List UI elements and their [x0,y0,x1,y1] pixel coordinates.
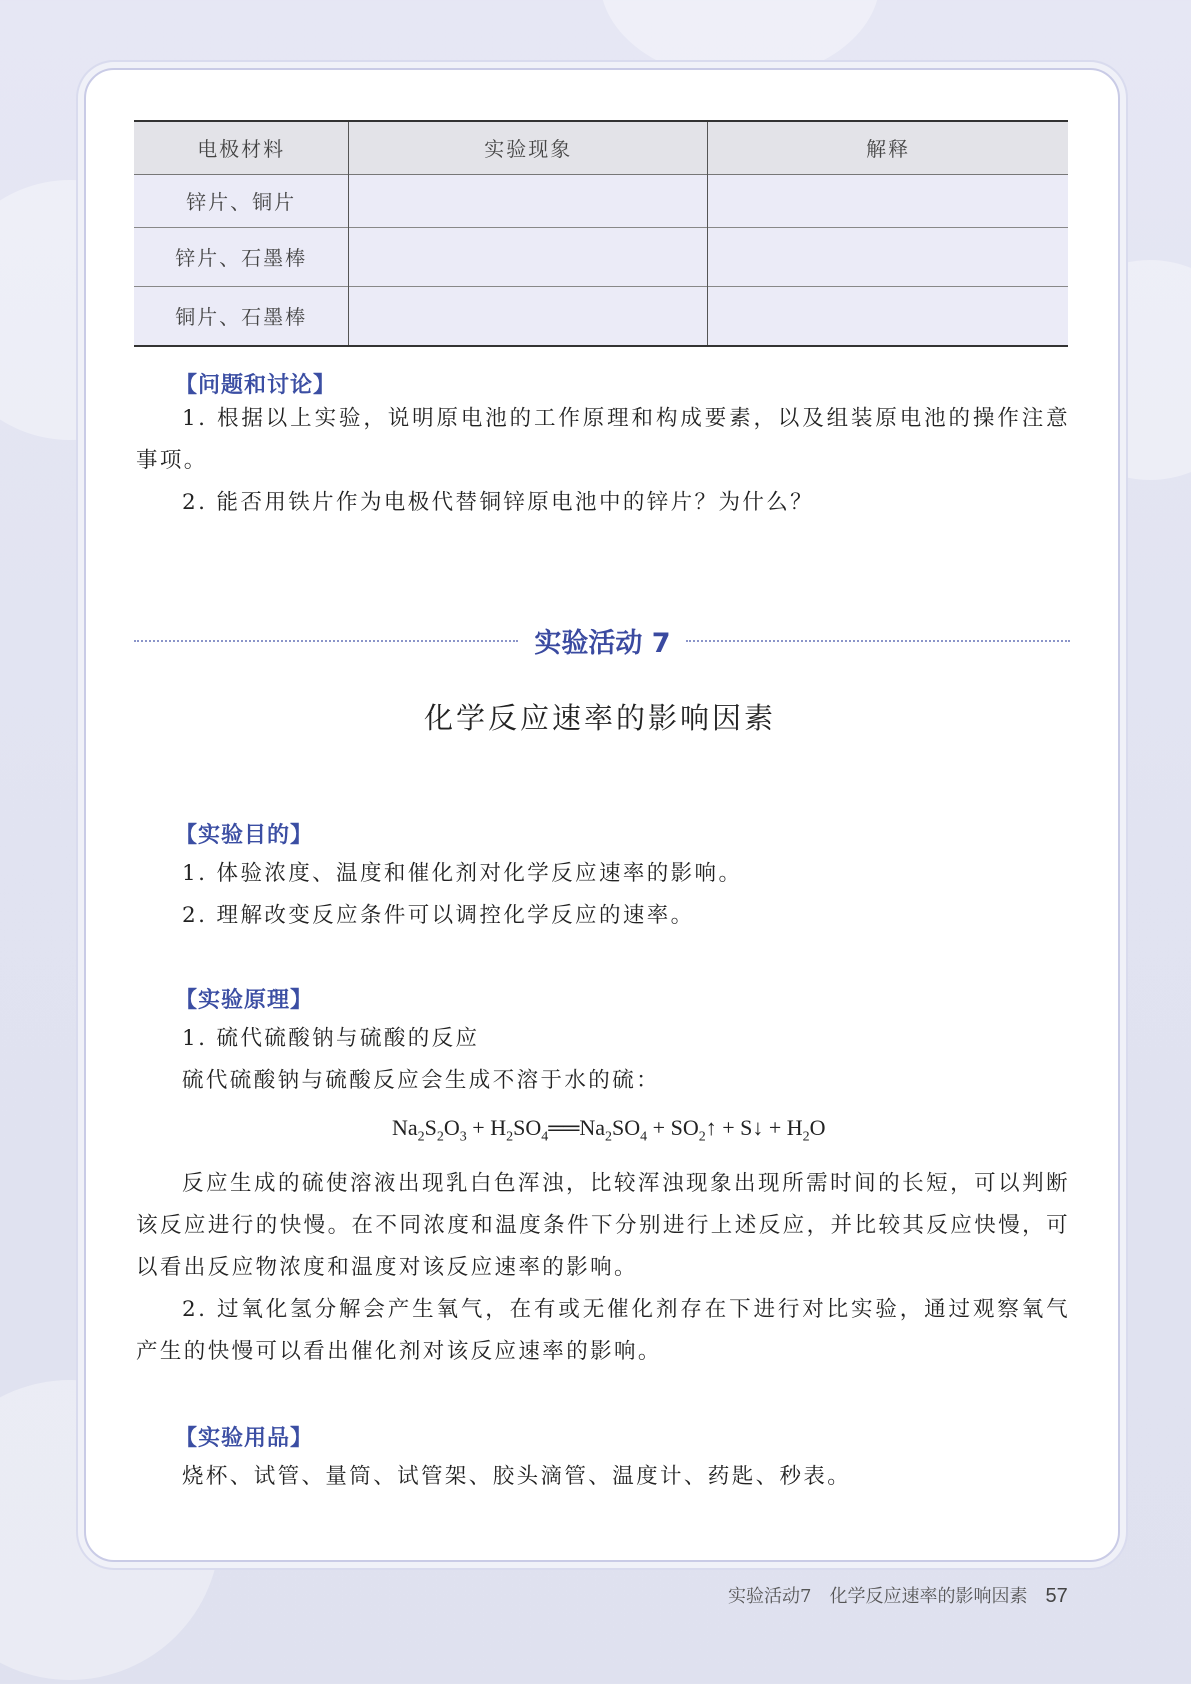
page-title: 化学反应速率的影响因素 [423,701,776,735]
divider-right [686,640,1070,642]
table-cell: 锌片、石墨棒 [175,246,308,270]
purpose-heading: 【实验目的】 [175,823,314,848]
supplies-text: 烧杯、试管、量筒、试管架、胶头滴管、温度计、药匙、秒表。 [182,1464,852,1489]
table-cell [349,227,708,286]
table-cell: 铜片、石墨棒 [175,305,308,330]
activity-label: 实验活动 7 [534,628,671,659]
header-electrode: 电极材料 [197,137,286,162]
table-cell [349,174,708,227]
table-cell [349,286,708,346]
page-footer [728,1582,1068,1608]
question-1: 1. 根据以上实验，说明原电池的工作原理和构成要素，以及组装原电池的操作注意事项。 [136,406,1070,473]
footer-chapter: 实验活动7 化学反应速率的影响因素 [728,1586,1028,1607]
table-row [134,286,1068,346]
table-cell [708,227,1068,286]
page-number: 57 [1045,1585,1068,1607]
table-cell [708,174,1068,227]
table-header-row [134,121,1068,174]
principle-item-1: 1. 硫代硫酸钠与硫酸的反应 [182,1026,480,1051]
principle-heading: 【实验原理】 [175,988,314,1013]
table-row [134,227,1068,286]
question-2: 2. 能否用铁片作为电极代替铜锌原电池中的锌片？为什么？ [182,490,815,515]
table-cell [708,286,1068,346]
supplies-heading: 【实验用品】 [175,1426,314,1451]
principle-para-2: 2. 过氧化氢分解会产生氧气，在有或无催化剂存在下进行对比实验，通过观察氧气产生的快慢可以看出催化剂对该反应速率的影响。 [136,1297,1070,1364]
chemical-equation: $Na_2S_2O_3$ + $H_2SO_4══Na_2SO_4$ + $SO_2↑$ + S↓ + $H_2O$ [392,1115,826,1145]
header-explanation: 解释 [708,121,1068,174]
discussion-heading: 【问题和讨论】 [175,373,337,398]
purpose-item-2: 2. 理解改变反应条件可以调控化学反应的速率。 [182,903,695,928]
experiment-table [134,120,1068,347]
discussion-questions [136,398,1070,524]
divider-left [134,640,518,642]
header-phenomenon: 实验现象 [349,121,708,174]
table-cell: 锌片、铜片 [186,190,297,214]
purpose-item-1: 1. 体验浓度、温度和催化剂对化学反应速率的影响。 [182,861,743,886]
table-row [134,174,1068,227]
principle-para-1: 反应生成的硫使溶液出现乳白色浑浊，比较浑浊现象出现所需时间的长短，可以判断该反应进行的快慢。在不同浓度和温度条件下分别进行上述反应，并比较其反应快慢，可以看出反应物浓度和温度对该反应速率的影响。 [136,1171,1070,1280]
principle-intro: 硫代硫酸钠与硫酸反应会生成不溶于水的硫： [182,1068,661,1093]
principle-paragraphs [136,1163,1070,1373]
